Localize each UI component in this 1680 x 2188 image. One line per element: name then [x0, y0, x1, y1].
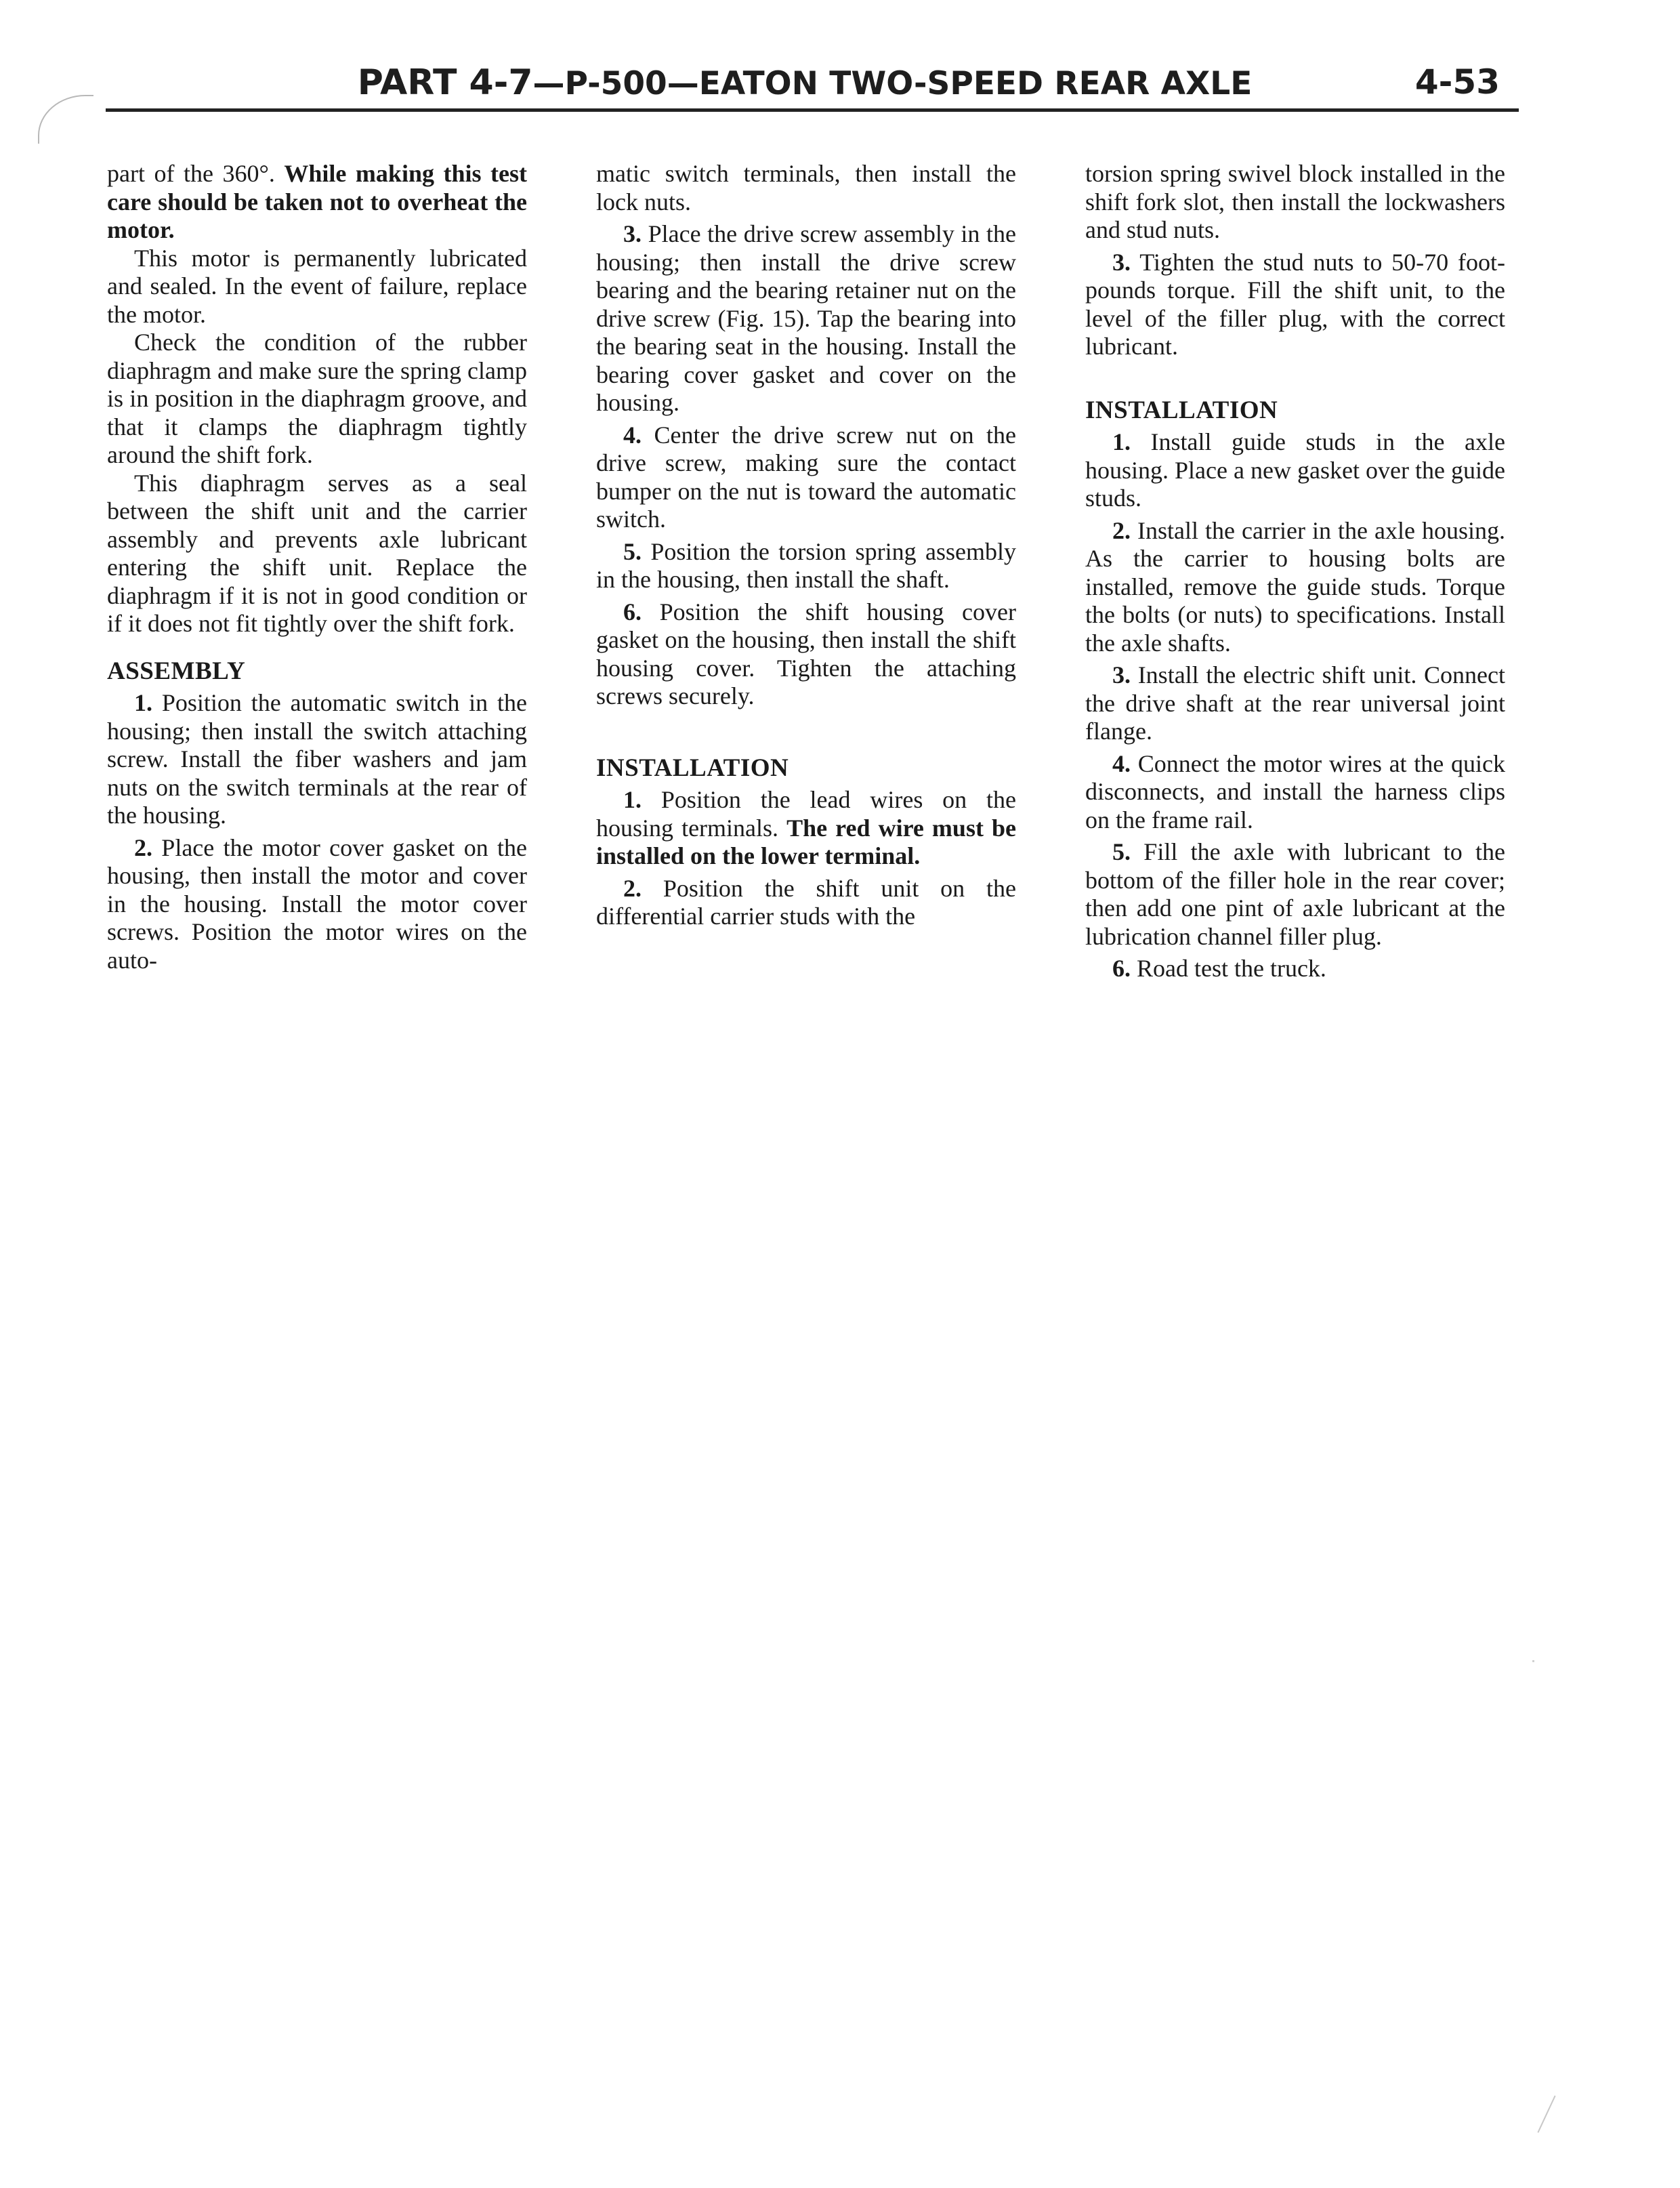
step-text: Fill the axle with lubricant to the bottom of the filler hole in the rear cover; then add one pint of axle lubricant at the lubrication channel filler plug. [1085, 838, 1505, 950]
step-text: Position the shift unit on the differential carrier studs with the [596, 874, 1016, 930]
paragraph [107, 160, 527, 245]
step-number: 6. [623, 598, 642, 625]
step [107, 834, 527, 975]
step [1085, 517, 1505, 658]
step-text: Place the motor cover gasket on the housing, then install the motor and cover in the housing. Install the motor cover screws. Position the motor wires on the auto- [107, 833, 527, 974]
step [596, 786, 1016, 871]
step-text: Place the drive screw assembly in the housing; then install the drive screw bearing and the bearing retainer nut on the drive screw (Fig. 15). Tap the bearing into the bearing seat in the housing. Install the bearing cover gasket and cover on the housing. [596, 220, 1016, 416]
step-number: 1. [1112, 428, 1131, 455]
paragraph: This diaphragm serves as a seal between the shift unit and the carrier assembly and prevents axle lubricant entering the shift unit. Replace the diaphragm if it is not in good condition or if it does not fit tightly over the shift fork. [107, 469, 527, 637]
scan-speck [1532, 1660, 1534, 1662]
step-number: 1. [134, 689, 152, 716]
step-text: Install guide studs in the axle housing. Place a new gasket over the guide studs. [1085, 428, 1505, 512]
header-rule [106, 108, 1519, 112]
step [1085, 661, 1505, 746]
text-column-3 [1085, 160, 1505, 983]
step [1085, 838, 1505, 951]
step-number: 5. [1112, 838, 1131, 865]
section-heading-installation: INSTALLATION [596, 754, 789, 782]
page-header [106, 54, 1504, 115]
step [596, 538, 1016, 594]
text-run: part of the 360°. [107, 160, 285, 187]
step-text: Position the shift housing cover gasket on the housing, then install the shift housing cover. Tighten the attaching screws securely. [596, 598, 1016, 709]
step-text: Position the torsion spring assembly in the housing, then install the shaft. [596, 537, 1016, 593]
step-number: 3. [1112, 661, 1131, 688]
section-heading-assembly: ASSEMBLY [107, 657, 246, 685]
page-number: 4-53 [1414, 62, 1500, 102]
step-text: Install the electric shift unit. Connect the drive shaft at the rear universal joint flange. [1085, 661, 1505, 745]
step-number: 3. [1112, 248, 1131, 276]
step [1085, 955, 1505, 983]
step [107, 689, 527, 830]
step [1085, 428, 1505, 513]
step-number: 4. [1112, 749, 1131, 777]
step-number: 2. [623, 874, 642, 902]
text-column-1 [107, 160, 527, 974]
title-dash: — [532, 65, 565, 102]
step-number: 5. [623, 537, 642, 565]
scan-edge-mark [1537, 2095, 1555, 2132]
caution-text: The red wire must be installed on the lower terminal. [596, 814, 1017, 869]
paragraph: torsion spring swivel block installed in the shift fork slot, then install the lockwashers and stud nuts. [1085, 160, 1505, 243]
step [596, 875, 1016, 931]
step-number: 4. [623, 421, 642, 449]
paragraph: matic switch terminals, then install the lock nuts. [596, 160, 1016, 215]
paragraph: Check the condition of the rubber diaphragm and make sure the spring clamp is in position in the diaphragm groove, and that it clamps the diaphragm tightly around the shift fork. [107, 329, 527, 468]
step [596, 220, 1016, 417]
step-text: Position the lead wires on the housing terminals. [596, 786, 1016, 842]
step [1085, 750, 1505, 835]
step-text: Road test the truck. [1131, 955, 1326, 982]
step-number: 6. [1112, 955, 1131, 982]
subject-label: EATON TWO-SPEED REAR AXLE [698, 65, 1253, 102]
text-column-2 [596, 160, 1016, 931]
model-label: P-500 [564, 65, 667, 102]
step-number: 2. [134, 833, 152, 861]
title-dash: — [667, 65, 699, 102]
step [1085, 249, 1505, 361]
caution-text: While making this test care should be taken not to overheat the motor. [107, 160, 527, 243]
step-text: Position the automatic switch in the housing; then install the switch attaching screw. Install the fiber washers and jam nuts on the switch terminals at the rear of the housing. [107, 689, 527, 829]
step-text: Connect the motor wires at the quick disconnects, and install the harness clips on the frame rail. [1085, 749, 1505, 833]
step-number: 3. [623, 220, 642, 247]
step-number: 2. [1112, 516, 1131, 544]
step-text: Install the carrier in the axle housing. As the carrier to housing bolts are installed, remove the guide studs. Torque the bolts (or nuts) to specifications. Install the axle shafts. [1085, 516, 1505, 657]
step-number: 1. [623, 786, 642, 813]
step [596, 598, 1016, 711]
step-text: Tighten the stud nuts to 50-70 foot-pounds torque. Fill the shift unit, to the level of the filler plug, with the correct lubricant. [1085, 248, 1505, 360]
part-label: PART 4-7 [357, 62, 533, 103]
scan-corner-mark [38, 95, 93, 144]
step [596, 421, 1016, 534]
paragraph: This motor is permanently lubricated and sealed. In the event of failure, replace the motor. [107, 244, 527, 328]
running-title [106, 62, 1504, 103]
section-heading-installation: INSTALLATION [1085, 396, 1278, 424]
step-text: Center the drive screw nut on the drive screw, making sure the contact bumper on the nut is toward the automatic switch. [596, 421, 1016, 533]
